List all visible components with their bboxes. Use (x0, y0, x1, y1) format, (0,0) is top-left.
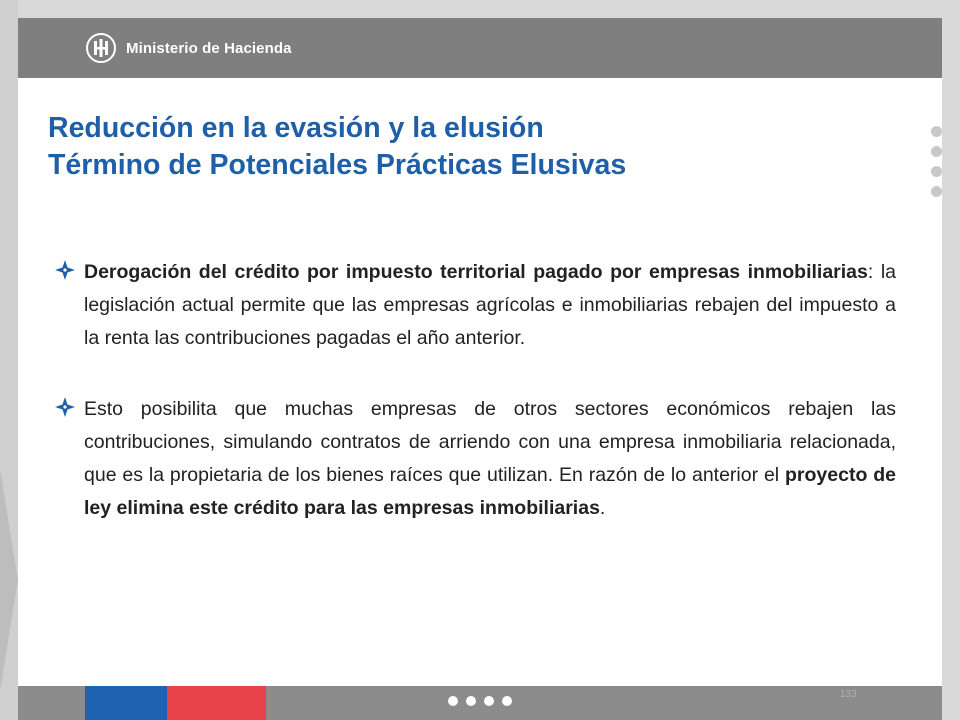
title-line-2: Término de Potenciales Prácticas Elusivas (48, 149, 627, 181)
ministry-emblem-icon (86, 33, 116, 63)
slide-title (48, 110, 908, 184)
side-dots-decoration (928, 126, 942, 197)
logo-text: Ministerio de Hacienda (126, 39, 292, 57)
slide (18, 18, 942, 720)
left-frame-notch (0, 470, 18, 690)
right-frame (942, 0, 960, 720)
bullet-item-2 (54, 393, 896, 525)
bullet-1-bold-lead: Derogación del crédito por impuesto territorial pagado por empresas inmobiliarias (84, 261, 868, 283)
footer-accent-blue (85, 686, 167, 720)
diamond-bullet-icon (54, 396, 76, 418)
bullet-2-text: Esto posibilita que muchas empresas de otros sectores económicos rebajen las contribuciones, simulando contratos de arriendo con una empresa inmobiliaria relacionada, que es la propietaria de los bienes raíces que utilizan. En razón de lo anterior el (84, 398, 896, 486)
header-bar (18, 18, 942, 78)
bullet-1-text: : la legislación actual permite que las empresas agrícolas e inmobiliarias rebajen del impuesto a la renta las contribuciones pagadas el año anterior. (84, 261, 897, 349)
bullet-2-text-end: . (599, 497, 606, 519)
bullet-2-bold-tail: proyecto de ley elimina este crédito para las empresas inmobiliarias (84, 464, 896, 519)
bullet-item-1 (54, 256, 896, 355)
footer-accent-red (167, 686, 266, 720)
diamond-bullet-icon (54, 259, 76, 281)
title-line-1: Reducción en la evasión y la elusión (48, 112, 544, 144)
page-number: 133 (840, 689, 857, 700)
footer-dots-decoration (448, 696, 512, 706)
ministry-logo (86, 31, 292, 65)
slide-content (54, 256, 896, 563)
